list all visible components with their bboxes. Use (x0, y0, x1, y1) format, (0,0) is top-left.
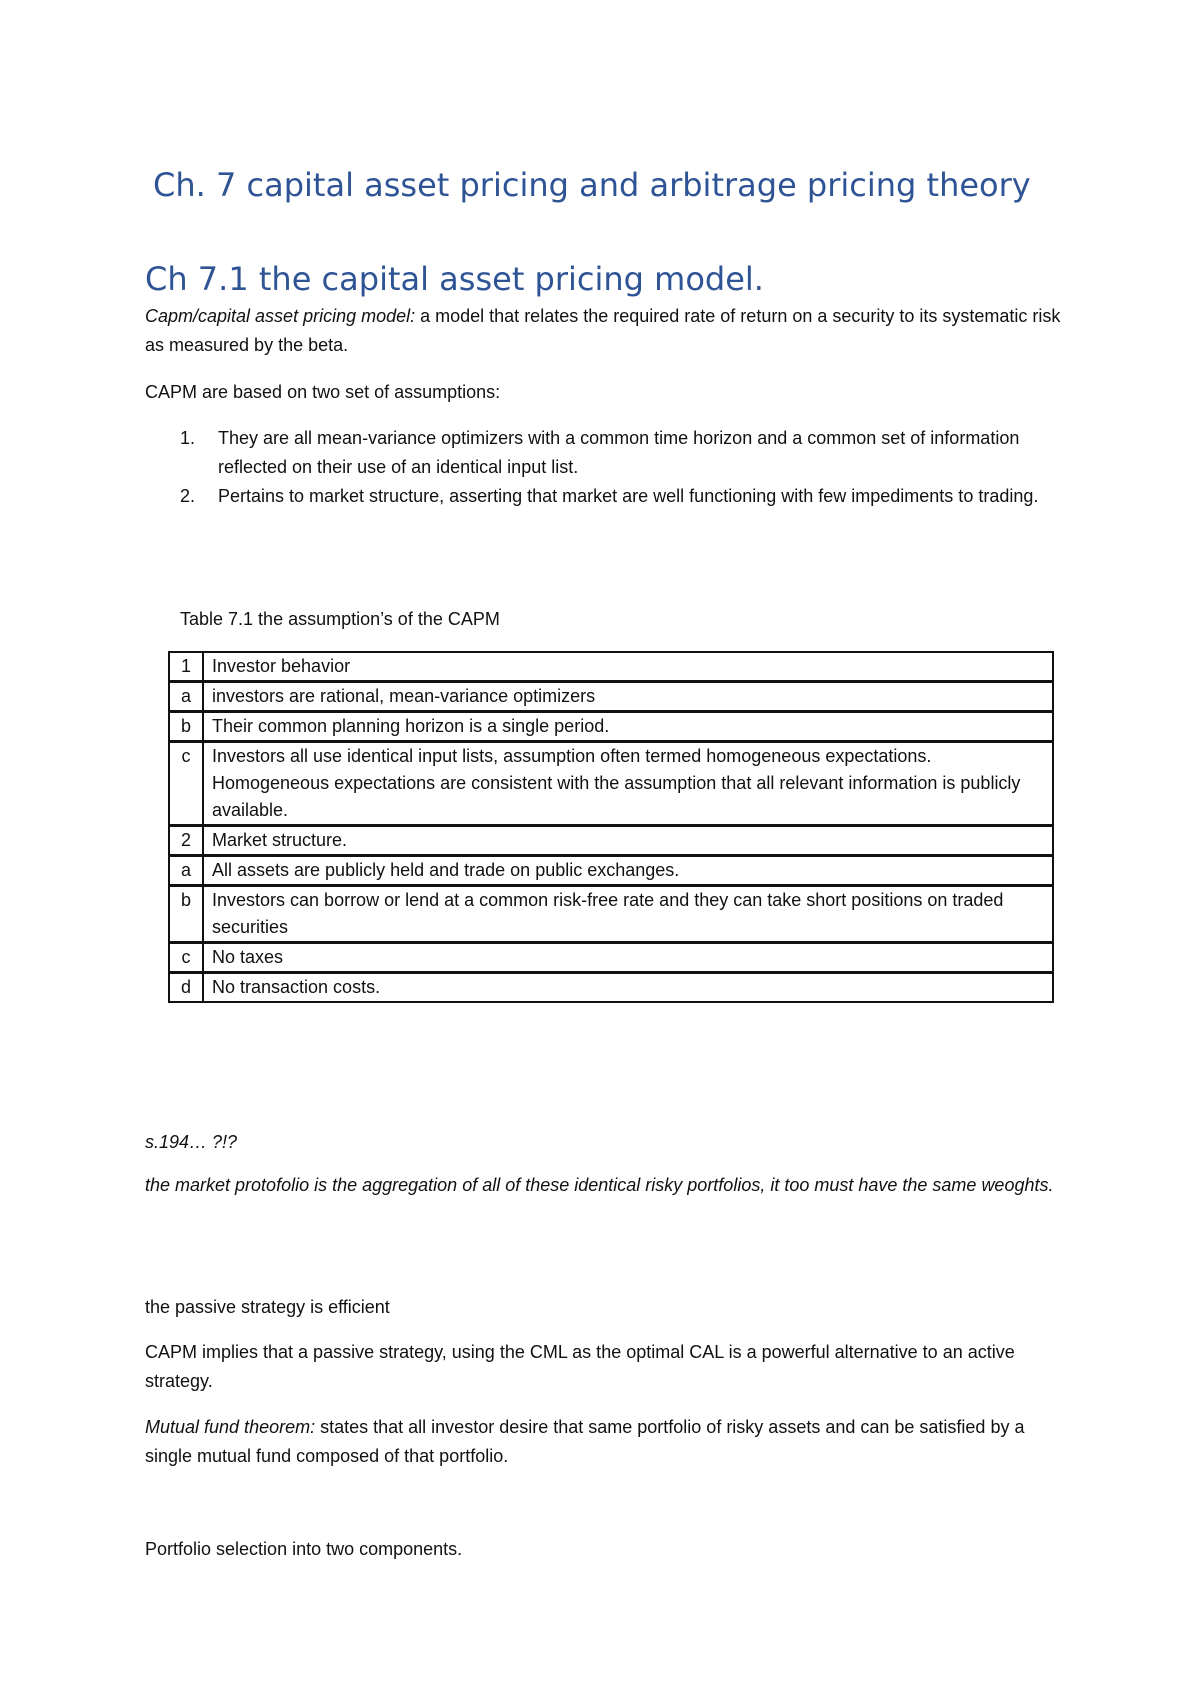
passive-strategy-heading: the passive strategy is efficient (145, 1297, 390, 1317)
table-row (169, 856, 1053, 886)
table-row (169, 973, 1053, 1003)
row-key: d (169, 973, 203, 1003)
row-key: 2 (169, 826, 203, 856)
row-text: All assets are publicly held and trade on public exchanges. (203, 856, 1053, 886)
table-caption: Table 7.1 the assumption’s of the CAPM (180, 609, 500, 629)
list-item (145, 482, 1045, 511)
row-text: No transaction costs. (203, 973, 1053, 1003)
capm-definition (145, 302, 1075, 360)
portfolio-selection-paragraph: Portfolio selection into two components. (145, 1539, 463, 1559)
row-key: 1 (169, 652, 203, 682)
list-item (145, 424, 1045, 482)
definition-text: a model that relates the required rate of return on a security to its systematic risk as measured by the beta. (145, 306, 1061, 355)
table-row (169, 682, 1053, 712)
mutual-fund-text: states that all investor desire that same portfolio of risky assets and can be satisfied by a single mutual fund composed of that portfolio. (145, 1417, 1025, 1466)
market-portfolio-note: the market protofolio is the aggregation of all of these identical risky portfolios, it too must have the same weoghts. (145, 1175, 1054, 1195)
page-reference-note: s.194… ?!? (145, 1132, 238, 1152)
mutual-fund-term: Mutual fund theorem: (145, 1417, 316, 1437)
table-row (169, 886, 1053, 943)
row-text: Investor behavior (203, 652, 1053, 682)
table-row (169, 943, 1053, 973)
assumptions-intro: CAPM are based on two set of assumptions: (145, 382, 501, 402)
row-text: Investors can borrow or lend at a common risk-free rate and they can take short positions on traded securities (203, 886, 1053, 943)
row-key: c (169, 943, 203, 973)
table-row (169, 742, 1053, 826)
section-heading: Ch 7.1 the capital asset pricing model. (145, 260, 764, 298)
row-text: Investors all use identical input lists, assumption often termed homogeneous expectations. Homogeneous expectations are consistent with the assumption that all relevant information is publicly available. (203, 742, 1053, 826)
list-number: 2. (180, 486, 196, 506)
list-item-text: Pertains to market structure, asserting that market are well functioning with few impediments to trading. (218, 486, 1039, 506)
table-row (169, 712, 1053, 742)
row-text: investors are rational, mean-variance optimizers (203, 682, 1053, 712)
list-number: 1. (180, 428, 196, 448)
row-text: Their common planning horizon is a single period. (203, 712, 1053, 742)
row-key: a (169, 682, 203, 712)
table-row (169, 652, 1053, 682)
page-title: Ch. 7 capital asset pricing and arbitrage pricing theory (153, 166, 1031, 204)
row-text: No taxes (203, 943, 1053, 973)
capm-assumptions-table (168, 651, 1054, 1003)
row-text: Market structure. (203, 826, 1053, 856)
capm-implies-paragraph: CAPM implies that a passive strategy, using the CML as the optimal CAL is a powerful alternative to an active strategy. (145, 1342, 1015, 1391)
definition-term: Capm/capital asset pricing model: (145, 306, 416, 326)
row-key: c (169, 742, 203, 826)
mutual-fund-paragraph (145, 1413, 1075, 1471)
list-item-text: They are all mean-variance optimizers with a common time horizon and a common set of information reflected on their use of an identical input list. (218, 428, 1020, 477)
row-key: a (169, 856, 203, 886)
assumptions-list (145, 424, 1045, 511)
row-key: b (169, 712, 203, 742)
table-row (169, 826, 1053, 856)
row-key: b (169, 886, 203, 943)
